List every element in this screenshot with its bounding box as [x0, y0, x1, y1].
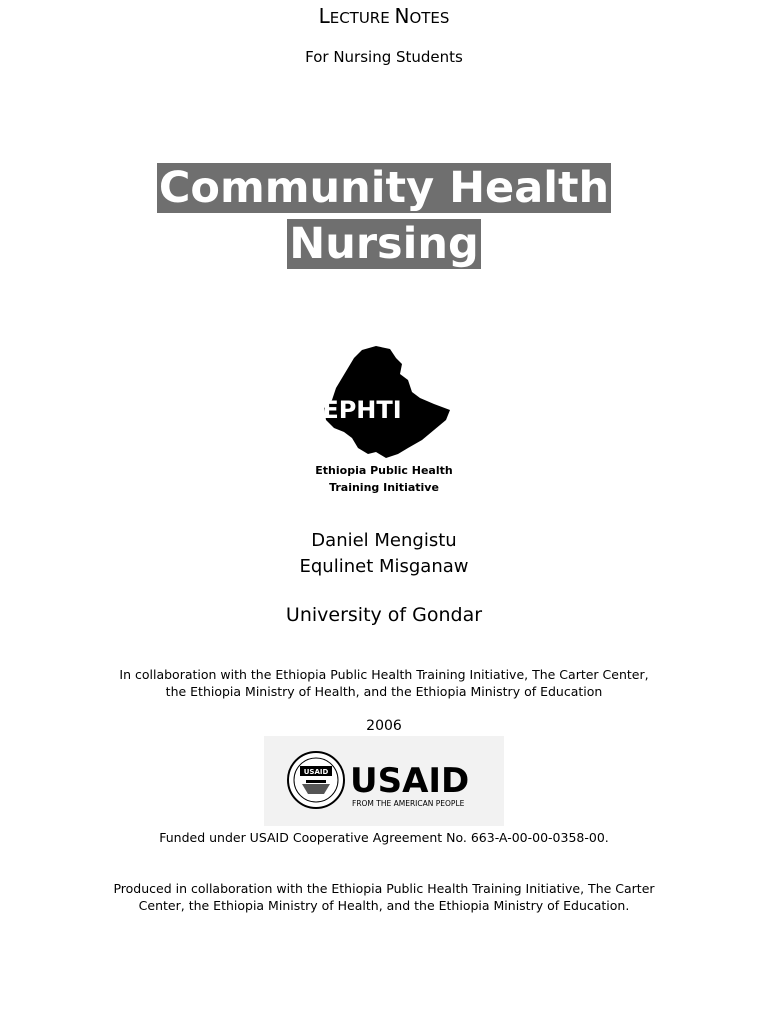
book-title-line-1: Community Health: [158, 163, 610, 213]
author-list: [0, 528, 768, 580]
ephti-logo: [0, 340, 768, 500]
series-title-rest-2: OTES: [409, 9, 450, 27]
logo-name-line-1: Ethiopia Public Health: [315, 464, 453, 477]
logo-acronym: EPHTI: [322, 396, 402, 424]
usaid-logo: [0, 736, 768, 826]
production-statement: [0, 880, 768, 914]
funding-statement: Funded under USAID Cooperative Agreement No. 663-A-00-00-0358-00.: [159, 830, 609, 845]
usaid-wordmark: USAID: [350, 761, 470, 801]
series-title-rest-1: ECTURE: [329, 9, 395, 27]
university-name: University of Gondar: [285, 604, 483, 626]
production-line-1: Produced in collaboration with the Ethiopia Public Health Training Initiative, The Carter: [113, 881, 655, 896]
publication-year: 2006: [366, 718, 402, 734]
usaid-tagline: FROM THE AMERICAN PEOPLE: [352, 799, 465, 808]
book-title-line-2: Nursing: [289, 219, 479, 269]
audience-subtitle: For Nursing Students: [305, 48, 463, 66]
seal-text: USAID: [303, 768, 329, 776]
collaboration-line-2: the Ethiopia Ministry of Health, and the Ethiopia Ministry of Education: [165, 684, 603, 699]
production-line-2: Center, the Ethiopia Ministry of Health, and the Ethiopia Ministry of Education.: [138, 898, 630, 913]
series-title-initial-l: L: [318, 4, 330, 28]
collaboration-line-1: In collaboration with the Ethiopia Public Health Training Initiative, The Carter Center,: [119, 667, 649, 682]
ethiopia-map-icon: [304, 340, 464, 500]
author-name: Equlinet Misganaw: [299, 556, 469, 577]
series-title-initial-n: N: [394, 4, 410, 28]
author-name: Daniel Mengistu: [311, 530, 457, 551]
usaid-logo-graphic: [264, 736, 504, 826]
usaid-seal-icon: [288, 752, 344, 808]
logo-name-line-2: Training Initiative: [329, 481, 439, 494]
series-title: [0, 4, 768, 28]
collaboration-statement: [0, 666, 768, 700]
book-title: [0, 160, 768, 272]
